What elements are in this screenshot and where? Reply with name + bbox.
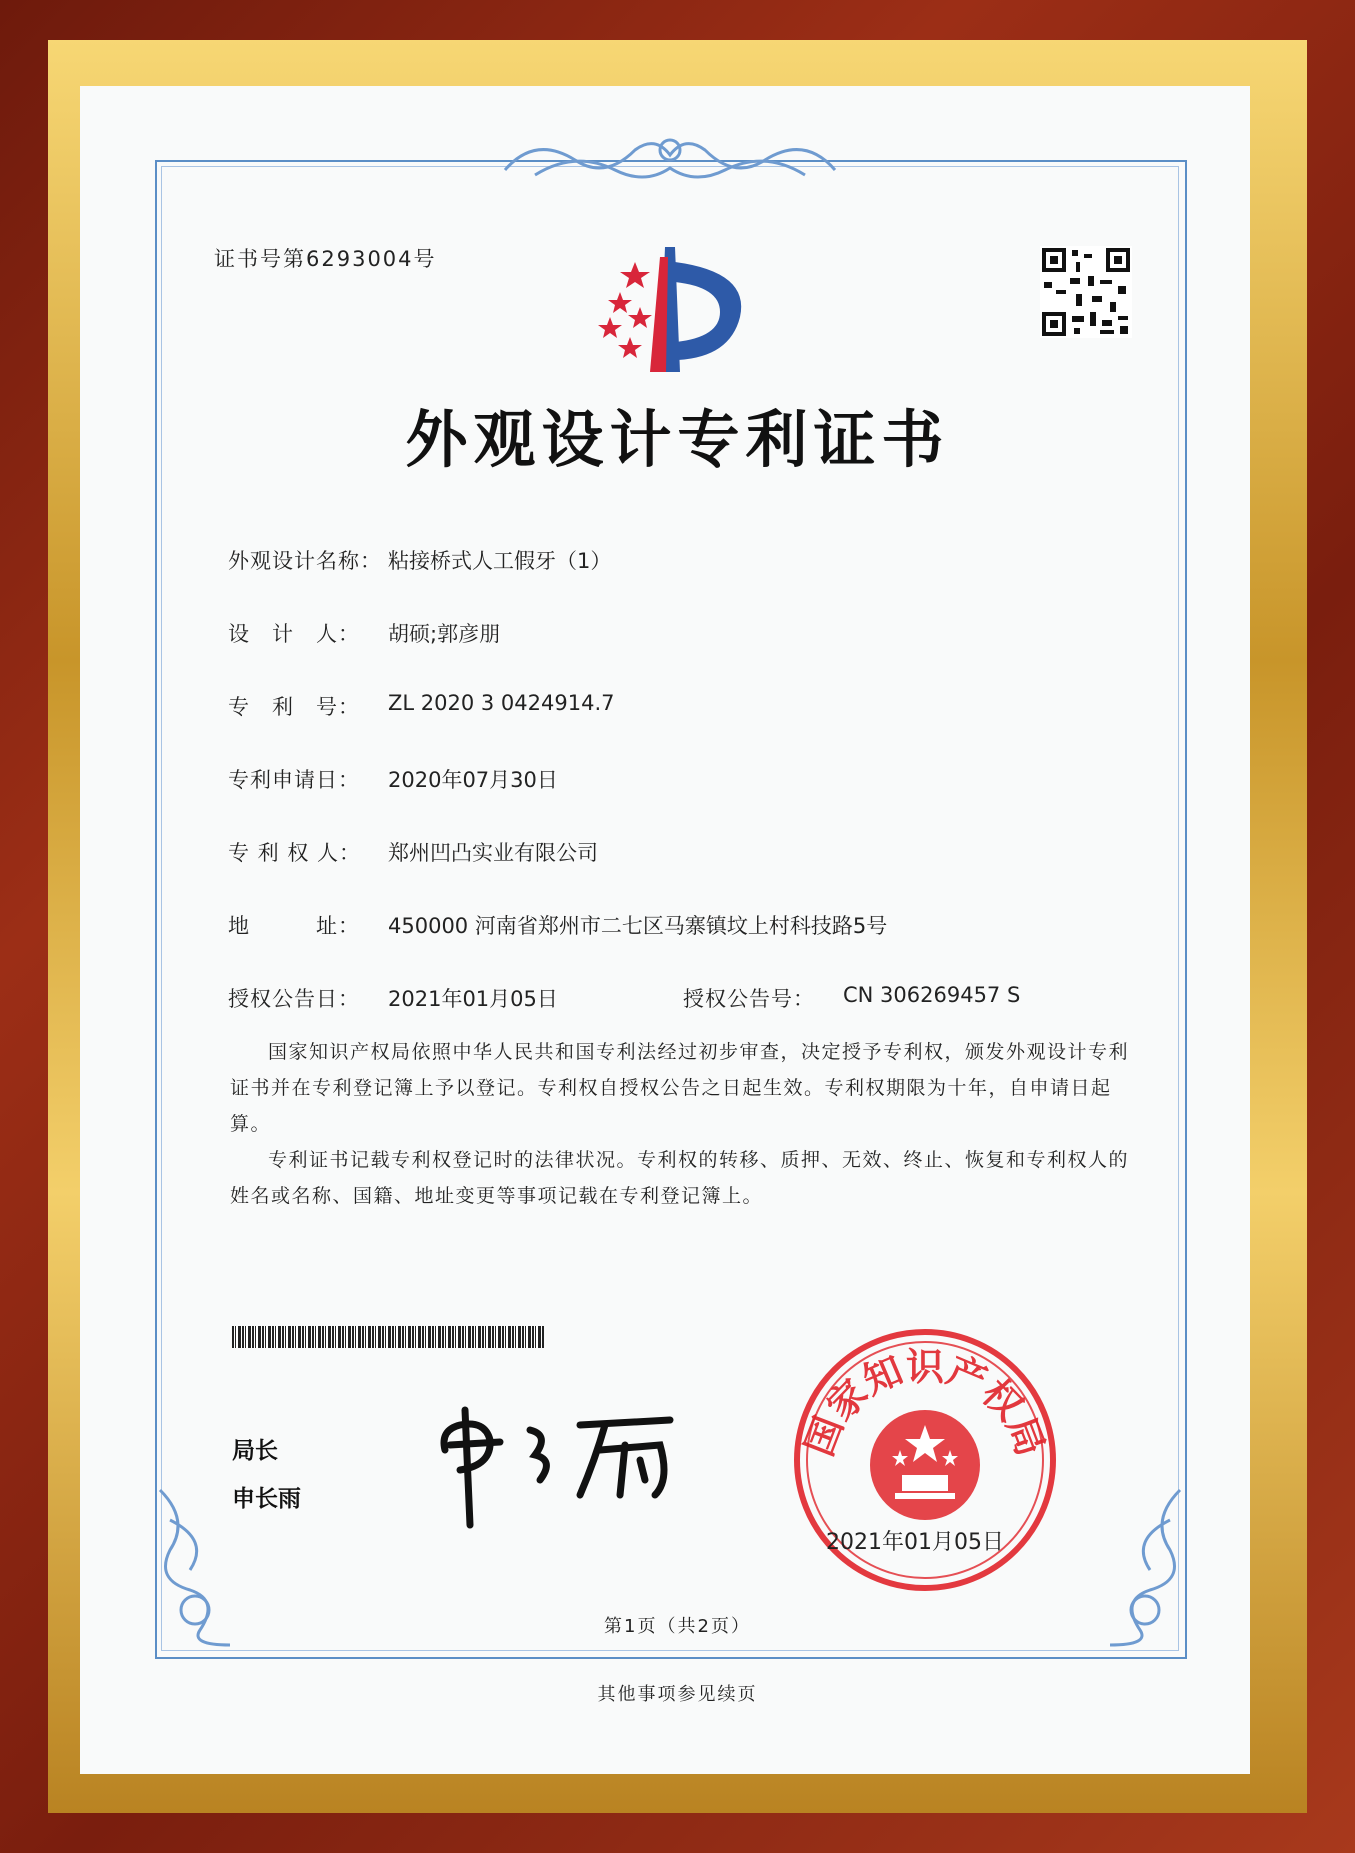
announcement-number-label: 授权公告号： [683, 987, 815, 1011]
continuation-note: 其他事项参见续页 [597, 1684, 758, 1705]
seal-text: 国家知识产权局 [796, 1345, 1054, 1462]
field-label-patent-number: 专 利 号： [228, 695, 360, 719]
cnipa-logo-icon [580, 242, 760, 382]
qr-code-icon [1040, 246, 1132, 338]
announcement-number-value: CN 306269457 S [843, 983, 1021, 1007]
statement-paragraph-2: 专利证书记载专利权登记时的法律状况。专利权的转移、质押、无效、终止、恢复和专利权人的姓名或名称、国籍、地址变更等事项记载在专利登记簿上。 [230, 1149, 1130, 1207]
director-title: 局长 [232, 1438, 278, 1464]
field-value-address: 450000 河南省郑州市二七区马寨镇坟上村科技路5号 [388, 914, 888, 938]
seal-date: 2021年01月05日 [826, 1530, 1004, 1555]
field-label-patentee: 专 利 权 人： [228, 841, 362, 865]
field-label-design-name: 外观设计名称： [228, 549, 382, 573]
statement-paragraph-1: 国家知识产权局依照中华人民共和国专利法经过初步审查，决定授予专利权，颁发外观设计专利证书并在专利登记簿上予以登记。专利权自授权公告之日起生效。专利权期限为十年，自申请日起算。 [230, 1041, 1130, 1135]
top-ornament-icon [495, 130, 845, 190]
field-label-address: 地 址： [228, 914, 360, 938]
field-value-design-name: 粘接桥式人工假牙（1） [388, 549, 612, 573]
certificate-number: 证书号第6293004号 [214, 247, 437, 271]
director-name: 申长雨 [232, 1486, 301, 1512]
field-label-designer: 设 计 人： [228, 622, 360, 646]
director-signature-icon [430, 1400, 690, 1530]
announcement-date-label: 授权公告日： [228, 987, 360, 1011]
page-indicator: 第1页（共2页） [604, 1616, 751, 1637]
barcode [232, 1326, 544, 1348]
field-value-application-date: 2020年07月30日 [388, 768, 558, 792]
field-value-patentee: 郑州凹凸实业有限公司 [388, 841, 598, 865]
field-value-patent-number: ZL 2020 3 0424914.7 [388, 691, 615, 715]
field-label-application-date: 专利申请日： [228, 768, 360, 792]
certificate-title: 外观设计专利证书 [405, 403, 950, 476]
field-value-designer: 胡硕;郭彦朋 [388, 622, 501, 646]
announcement-date-value: 2021年01月05日 [388, 987, 558, 1011]
